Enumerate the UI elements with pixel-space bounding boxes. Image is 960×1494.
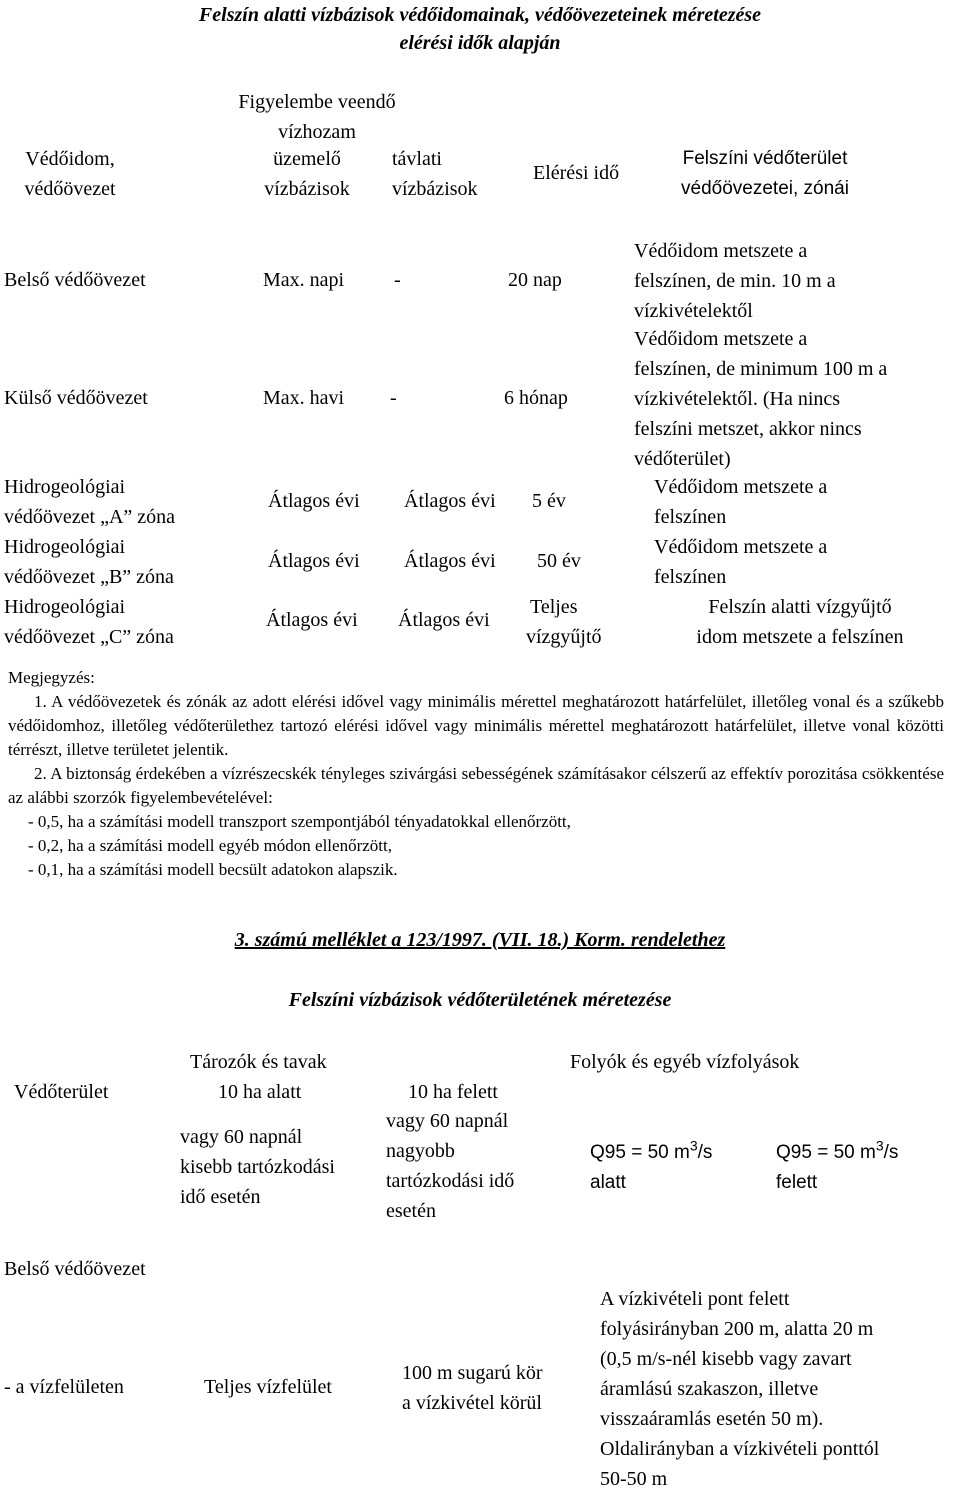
row-outer-zone-time: 6 hónap — [504, 387, 568, 409]
row-zone-c-time: Teljes vízgyűjtő — [526, 596, 602, 648]
row-zone-a-future: Átlagos évi — [404, 490, 496, 512]
row-water-surface-large: 100 m sugarú kör a vízkivétel körül — [402, 1362, 543, 1414]
row-zone-c-desc: Felszín alatti vízgyűjtő idom metszete a felszínen — [696, 596, 904, 648]
header-lakes-large: 10 ha felett — [408, 1081, 498, 1103]
row-zone-b-operating: Átlagos évi — [268, 550, 360, 572]
annex-heading: 3. számú melléklet a 123/1997. (VII. 18.) Korm. rendelethez — [234, 929, 726, 951]
row-inner-zone-name: Belső védőövezet — [4, 269, 146, 291]
note-item-2: - 0,2, ha a számítási modell egyéb módon ellenőrzött, — [28, 836, 392, 855]
header-lakes-large-sub: vagy 60 napnál nagyobb tartózkodási idő esetén — [386, 1110, 515, 1222]
row-outer-zone-name: Külső védőövezet — [4, 387, 148, 409]
header-travel-time: Elérési idő — [533, 162, 620, 184]
row-zone-c-future: Átlagos évi — [398, 609, 490, 631]
row-water-surface-river: A vízkivételi pont felett folyásirányban 200 m, alatta 20 m (0,5 m/s-nél kisebb vagy zavart áramlású szakaszon, illetve visszaáramlás esetén 50 m). Oldalirányban a vízkivételi ponttól 50-50 m — [600, 1288, 880, 1490]
header-protection-zone: Védőidom, védőövezet — [24, 148, 116, 200]
row-outer-zone-desc: Védőidom metszete a felszínen, de minimum 100 m a vízkivételektől. (Ha nincs felszíni metszet, akkor nincs védőterület) — [634, 328, 888, 470]
row-zone-b-desc: Védőidom metszete a felszínen — [654, 536, 828, 588]
header-flow-group: Figyelembe veendő vízhozam — [238, 91, 396, 143]
note-1: 1. A védőövezetek és zónák az adott elérési idővel vagy minimális mérettel meghatározott határfelület, illetőleg vonal és a szűkebb védőidomhoz, illetőleg védőterülethez tartozó elérési idővel vagy minimális mérettel meghatározott határfelület, illetve vonal közötti térrészt, illetve területet jelentik. — [8, 692, 944, 759]
header-future: távlati vízbázisok — [392, 148, 478, 200]
row-inner-zone-operating: Max. napi — [263, 269, 345, 291]
row-inner-zone-time: 20 nap — [508, 269, 562, 291]
note-item-1: - 0,5, ha a számítási modell transzport szempontjából tényadatokkal ellenőrzött, — [28, 812, 571, 831]
row-outer-zone-operating: Max. havi — [263, 387, 345, 409]
note-item-3: - 0,1, ha a számítási modell becsült adatokon alapszik. — [28, 860, 398, 879]
row-zone-b-time: 50 év — [537, 550, 581, 572]
row-zone-c-name: Hidrogeológiai védőövezet „C” zóna — [4, 596, 174, 648]
row-inner-zone-future: - — [394, 269, 401, 291]
header-rivers-group: Folyók és egyéb vízfolyások — [570, 1051, 800, 1073]
section-inner-zone: Belső védőövezet — [4, 1258, 146, 1280]
row-zone-c-operating: Átlagos évi — [266, 609, 358, 631]
note-2: 2. A biztonság érdekében a vízrészecskék tényleges szivárgási sebességének számításakor célszerű az effektív porozitása csökkentése az alábbi szorzók figyelembevételével: — [8, 764, 944, 807]
row-water-surface-label: - a vízfelületen — [4, 1376, 124, 1398]
notes-heading: Megjegyzés: — [8, 668, 95, 687]
row-zone-a-time: 5 év — [532, 490, 566, 512]
header-lakes-small: 10 ha alatt — [218, 1081, 302, 1103]
row-inner-zone-desc: Védőidom metszete a felszínen, de min. 10 m a vízkivételektől — [634, 240, 836, 322]
doc-title-line1: Felszín alatti vízbázisok védőidomainak, védőövezeteinek méretezése — [198, 4, 762, 26]
notes — [8, 666, 944, 882]
header-operating: üzemelő vízbázisok — [264, 148, 350, 200]
row-outer-zone-future: - — [390, 387, 397, 409]
doc2-title: Felszíni vízbázisok védőterületének méretezése — [288, 989, 672, 1011]
header-river-small: Q95 = 50 $m^3/s$ alatt — [590, 1137, 713, 1193]
header-lakes-group: Tározók és tavak — [190, 1051, 327, 1073]
row-zone-a-name: Hidrogeológiai védőövezet „A” zóna — [4, 476, 176, 528]
row-zone-a-desc: Védőidom metszete a felszínen — [654, 476, 828, 528]
row-water-surface-small: Teljes vízfelület — [204, 1376, 332, 1398]
row-zone-a-operating: Átlagos évi — [268, 490, 360, 512]
header-protection-area: Védőterület — [14, 1081, 109, 1103]
header-lakes-small-sub: vagy 60 napnál kisebb tartózkodási idő esetén — [180, 1126, 335, 1208]
row-zone-b-name: Hidrogeológiai védőövezet „B” zóna — [4, 536, 174, 588]
header-surface-zones: Felszíni védőterület védőövezetei, zónái — [681, 148, 849, 199]
doc-title-line2: elérési idők alapján — [399, 32, 561, 54]
header-river-large: Q95 = 50 $m^3/s$ felett — [776, 1137, 899, 1193]
row-zone-b-future: Átlagos évi — [404, 550, 496, 572]
